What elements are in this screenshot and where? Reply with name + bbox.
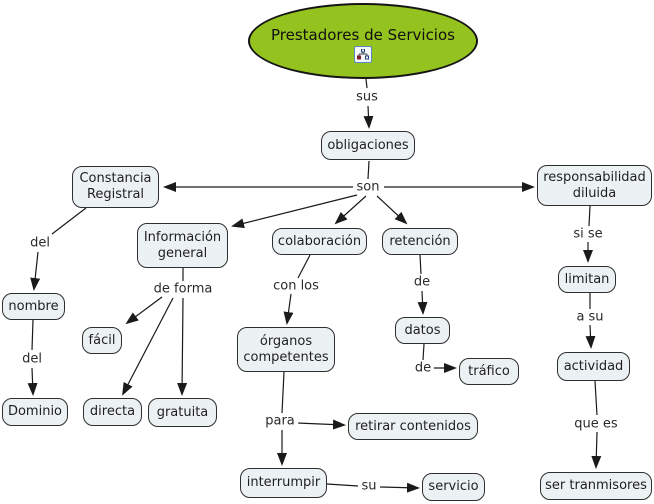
concept-informacion-general[interactable]: Información general	[137, 223, 228, 268]
concept-interrumpir[interactable]: interrumpir	[240, 468, 327, 498]
mini-tree-icon	[357, 49, 369, 60]
link-label-de-forma[interactable]: de forma	[151, 282, 216, 297]
concept-retencion[interactable]: retención	[382, 228, 458, 255]
link-label-si-se[interactable]: si se	[570, 227, 605, 242]
concept-trafico[interactable]: tráfico	[459, 358, 519, 385]
link-label-de-2[interactable]: de	[412, 361, 434, 376]
root-title: Prestadores de Servicios	[271, 25, 455, 44]
link-label-del-2[interactable]: del	[19, 352, 45, 367]
link-label-a-su[interactable]: a su	[573, 310, 606, 325]
link-label-para[interactable]: para	[262, 414, 298, 429]
concept-ser-tranmisores[interactable]: ser tranmisores	[540, 472, 652, 500]
concept-organos-competentes[interactable]: órganos competentes	[237, 327, 335, 372]
concept-nombre[interactable]: nombre	[2, 293, 65, 320]
concept-retirar-contenidos[interactable]: retirar contenidos	[348, 413, 478, 440]
link-label-sus[interactable]: sus	[353, 90, 381, 105]
concept-dominio[interactable]: Dominio	[2, 398, 68, 426]
concept-colaboracion[interactable]: colaboración	[272, 228, 367, 255]
link-label-que-es[interactable]: que es	[571, 417, 620, 432]
concept-datos[interactable]: datos	[395, 317, 450, 344]
concept-servicio[interactable]: servicio	[422, 473, 485, 501]
concept-actividad[interactable]: actividad	[557, 352, 630, 381]
concept-map-resource-icon[interactable]	[354, 46, 372, 63]
link-label-su[interactable]: su	[358, 479, 379, 494]
concept-obligaciones[interactable]: obligaciones	[321, 131, 415, 160]
concept-facil[interactable]: fácil	[82, 327, 122, 354]
concept-constancia-registral[interactable]: Constancia Registral	[72, 166, 159, 208]
concept-directa[interactable]: directa	[83, 398, 142, 426]
concept-gratuita[interactable]: gratuita	[148, 398, 217, 427]
concept-responsabilidad-diluida[interactable]: responsabilidad diluida	[537, 165, 652, 206]
concept-limitan[interactable]: limitan	[558, 266, 616, 293]
link-label-con-los[interactable]: con los	[270, 279, 322, 294]
link-label-son[interactable]: son	[354, 180, 383, 195]
concept-root[interactable]	[248, 3, 478, 79]
link-label-de-1[interactable]: de	[411, 275, 433, 290]
link-label-del-1[interactable]: del	[27, 236, 53, 251]
